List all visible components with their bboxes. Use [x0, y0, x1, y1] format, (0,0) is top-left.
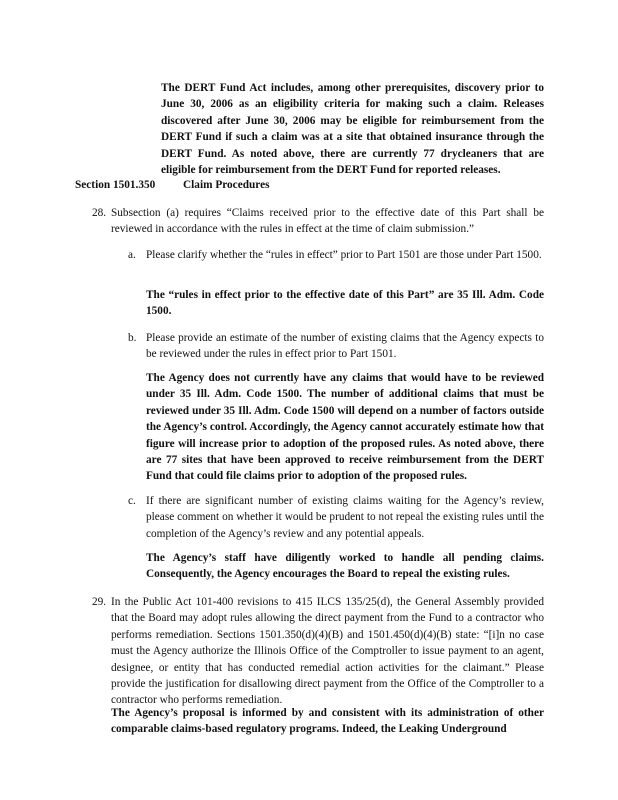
question-29-text: In the Public Act 101-400 revisions to 415 ILCS 135/25(d), the General Assembly provided that the Board may adopt rules allowing the direct payment from the Fund to a contractor who performs remediation. Sections 1501.350(d)(4)(B) and 1501.450(d)(4)(B) state: “[i]n no case must the Agency authorize the Illinois Office of the Comptroller to issue payment to an agent, designee, or entity that has conducted remedial action activities for the claimant.” Please provide the justification for disallowing direct payment from the Office of the Comptroller to a contractor who performs remediation. — [111, 596, 544, 707]
intro-response: The DERT Fund Act includes, among other prerequisites, discovery prior to June 30, 2006 as an eligibility criteria for making such a claim. Releases discovered after June 30, 2006 may be eligible for reimbursement from the DERT Fund if such a claim was at a site that obtained insurance through the DERT Fund. As noted above, there are currently 77 drycleaners that are eligible for reimbursement from the DERT Fund for reported releases. — [161, 82, 544, 177]
question-29-response: The Agency’s proposal is informed by and consistent with its administration of other comparable claims-based regulatory programs. Indeed, the Leaking Underground — [111, 707, 544, 736]
item-b-response: The Agency does not currently have any claims that would have to be reviewed under 35 Ill. Adm. Code 1500. The number of additional claims that must be reviewed under 35 Ill. Adm. Code 1500 will depend on a number of factors outside the Agency’s control. Accordingly, the Agency cannot accurately estimate how that figure will increase prior to adoption of the proposed rules. As noted above, there are 77 sites that have been approved to receive reimbursement from the DERT Fund that could file claims prior to adoption of the proposed rules. — [146, 372, 544, 483]
item-c-label: c. — [128, 495, 136, 507]
question-28-text: Subsection (a) requires “Claims received prior to the effective date of this Part shall be reviewed in accordance with the rules in effect at the time of claim submission.” — [111, 207, 544, 236]
item-c-question: If there are significant number of existing claims waiting for the Agency’s review, please comment on whether it would be prudent to not repeal the existing rules until the completion of the Agency’s review and any potential appeals. — [146, 495, 544, 540]
section-heading — [75, 177, 270, 193]
item-a-question: Please clarify whether the “rules in effect” prior to Part 1501 are those under Part 1500. — [146, 249, 542, 261]
item-b-question: Please provide an estimate of the number of existing claims that the Agency expects to be reviewed under the rules in effect prior to Part 1501. — [146, 332, 544, 361]
item-c-response: The Agency’s staff have diligently worked to handle all pending claims. Consequently, the Agency encourages the Board to repeal the existing rules. — [146, 552, 544, 581]
item-a-label: a. — [128, 249, 136, 261]
item-b-label: b. — [128, 332, 137, 344]
item-a-response: The “rules in effect prior to the effective date of this Part” are 35 Ill. Adm. Code 1500. — [146, 289, 544, 318]
question-29-number: 29. — [92, 596, 107, 608]
question-28-number: 28. — [92, 207, 107, 219]
section-title: Claim Procedures — [183, 179, 270, 191]
section-number: Section 1501.350 — [75, 179, 156, 191]
